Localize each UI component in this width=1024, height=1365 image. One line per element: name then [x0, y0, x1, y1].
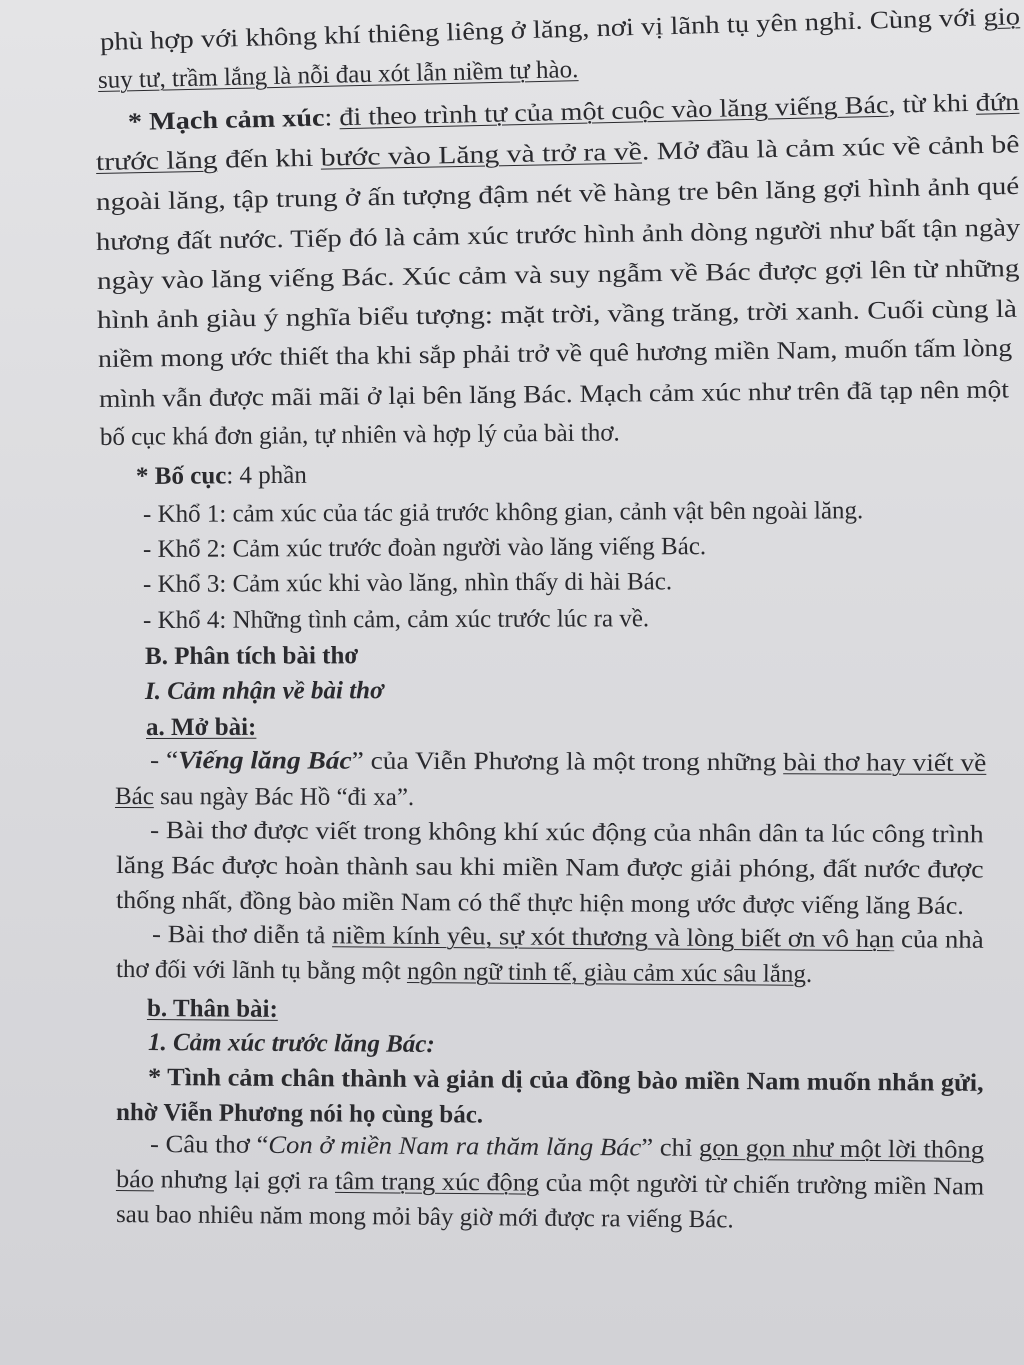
text-segment: ” của Viễn Phương là một trong những: [351, 747, 784, 777]
text-segment: đi theo trình tự của một cuộc vào lăng viếng Bác: [339, 91, 889, 132]
text-segment: trước lăng: [95, 146, 218, 176]
text-segment: , từ khi: [888, 89, 977, 119]
text-segment: tâm trạng xúc động: [334, 1167, 540, 1197]
text-segment: thơ đối với lãnh tụ bằng một: [115, 956, 408, 986]
text-line: [143, 604, 649, 636]
text-segment: lăng Bác được hoàn thành sau khi miền Nam được giải phóng, đất nước được: [115, 852, 984, 884]
text-line: [146, 713, 256, 743]
text-line: [98, 55, 579, 96]
text-segment: * Tình cảm chân thành và giản dị của đồng bào miền Nam muốn nhắn gửi,: [147, 1064, 984, 1097]
text-line: [128, 88, 1020, 138]
text-segment: B. Phân tích bài thơ: [144, 642, 359, 670]
text-segment: suy tư, trầm lắng là nỗi đau xót lẫn niềm tự hào.: [97, 56, 579, 94]
text-segment: của một người từ chiến trường miền Nam: [539, 1169, 985, 1201]
text-segment: 1. Cảm xúc trước lăng Bác:: [147, 1029, 435, 1059]
text-segment: nhưng lại gợi ra: [153, 1166, 336, 1195]
text-segment: báo: [115, 1166, 155, 1194]
text-line: [148, 1063, 984, 1099]
text-segment: b. Thân bài:: [146, 995, 278, 1023]
text-segment: .: [805, 960, 813, 988]
text-segment: a. Mở bài:: [145, 713, 257, 741]
text-segment: bước vào Lăng và trở ra về: [320, 138, 643, 172]
text-line: [152, 920, 984, 956]
text-line: [96, 213, 1021, 258]
text-segment: Viếng lăng Bác: [178, 747, 352, 775]
text-line: [115, 782, 414, 813]
text-segment: :: [324, 104, 340, 132]
text-segment: niềm mong ước thiết tha khi sắp phải trở về quê hương miền Nam, muốn tấm lòng: [97, 334, 1013, 373]
text-line: [150, 816, 984, 850]
text-line: [150, 746, 986, 779]
text-segment: gọn gọn như một lời thông: [698, 1134, 985, 1164]
text-segment: bố cục khá đơn giản, tự nhiên và hợp lý của bài thơ.: [99, 419, 620, 451]
text-line: [97, 295, 1017, 336]
text-line: [148, 1028, 435, 1060]
text-segment: : 4 phần: [226, 461, 307, 490]
text-segment: - Bài thơ diễn tả: [151, 921, 333, 950]
text-line: [116, 1098, 483, 1131]
text-segment: ngoài lăng, tập trung ở ấn tượng đậm nét về hàng tre bên lăng gợi hình ảnh qué: [95, 172, 1020, 216]
text-segment: * Bố cục: [135, 462, 227, 490]
text-line: [99, 375, 1009, 415]
text-segment: - Khổ 2: Cảm xúc trước đoàn người vào lăng viếng Bác.: [142, 533, 707, 563]
text-segment: hương đất nước. Tiếp đó là cảm xúc trước hình ảnh dòng người như bất tận ngày: [95, 214, 1021, 256]
text-segment: phù hợp với không khí thiêng liêng ở lăng, nơi vị lãnh tụ yên nghỉ. Cùng với: [99, 4, 984, 56]
text-line: [98, 334, 1013, 375]
text-line: [143, 532, 706, 565]
text-segment: nhờ Viễn Phương nói họ cùng bác.: [115, 1099, 484, 1129]
text-line: [147, 994, 278, 1025]
text-line: [100, 2, 1021, 58]
text-segment: - “: [149, 747, 179, 775]
text-line: [143, 567, 672, 600]
text-line: [116, 886, 964, 922]
text-line: [96, 172, 1020, 218]
text-line: [97, 254, 1020, 297]
text-segment: ngôn ngữ tinh tế, giàu cảm xúc sâu lắng: [406, 958, 806, 988]
text-line: [100, 418, 620, 453]
text-segment: - Câu thơ “: [149, 1131, 269, 1159]
text-segment: ngày vào lăng viếng Bác. Xúc cảm và suy ngẫm về Bác được gợi lên từ những: [96, 255, 1020, 295]
text-segment: - Khổ 3: Cảm xúc khi vào lăng, nhìn thấy di hài Bác.: [142, 568, 673, 598]
text-segment: ” chỉ: [641, 1134, 700, 1162]
text-segment: bài thơ hay viết về: [783, 749, 987, 777]
text-line: [116, 955, 812, 990]
text-segment: của nhà: [894, 926, 984, 954]
text-segment: sau ngày Bác Hồ “đi xa”.: [153, 783, 415, 812]
text-line: [143, 496, 863, 530]
text-segment: - Khổ 4: Những tình cảm, cảm xúc trước lúc ra về.: [142, 605, 650, 634]
text-segment: đứn: [975, 88, 1020, 117]
text-segment: Con ở miền Nam ra thăm lăng Bác: [268, 1131, 642, 1162]
text-line: [145, 641, 358, 672]
text-segment: sau bao nhiêu năm mong mỏi bây giờ mới được ra viếng Bác.: [115, 1201, 734, 1234]
text-segment: mình vẫn được mãi mãi ở lại bên lăng Bác. Mạch cảm xúc như trên đã tạp nên một: [98, 376, 1010, 413]
text-line: [150, 1130, 984, 1166]
text-segment: - Bài thơ được viết trong không khí xúc động của nhân dân ta lúc công trình: [149, 817, 984, 849]
text-line: [116, 1200, 734, 1235]
text-line: [145, 676, 384, 707]
text-segment: giọ: [983, 3, 1021, 32]
text-segment: đến khi: [217, 144, 321, 174]
text-line: [116, 1165, 984, 1203]
text-segment: * Mạch cảm xúc: [127, 104, 325, 136]
text-segment: thống nhất, đồng bào miền Nam có thể thực hiện mong ước được viếng lăng Bác.: [115, 887, 964, 920]
text-line: [116, 851, 984, 886]
text-line: [136, 461, 307, 492]
text-line: [96, 130, 1020, 178]
text-segment: I. Cảm nhận về bài thơ: [144, 677, 384, 705]
text-segment: hình ảnh giàu ý nghĩa biểu tượng: mặt trời, vầng trăng, trời xanh. Cuối cùng là: [96, 295, 1018, 334]
text-segment: . Mở đầu là cảm xúc về cảnh bê: [641, 131, 1020, 166]
text-segment: niềm kính yêu, sự xót thương và lòng biết ơn vô hạn: [332, 922, 895, 954]
text-segment: Bác: [114, 783, 154, 811]
text-segment: - Khổ 1: cảm xúc của tác giả trước không gian, cảnh vật bên ngoài lăng.: [142, 497, 864, 528]
